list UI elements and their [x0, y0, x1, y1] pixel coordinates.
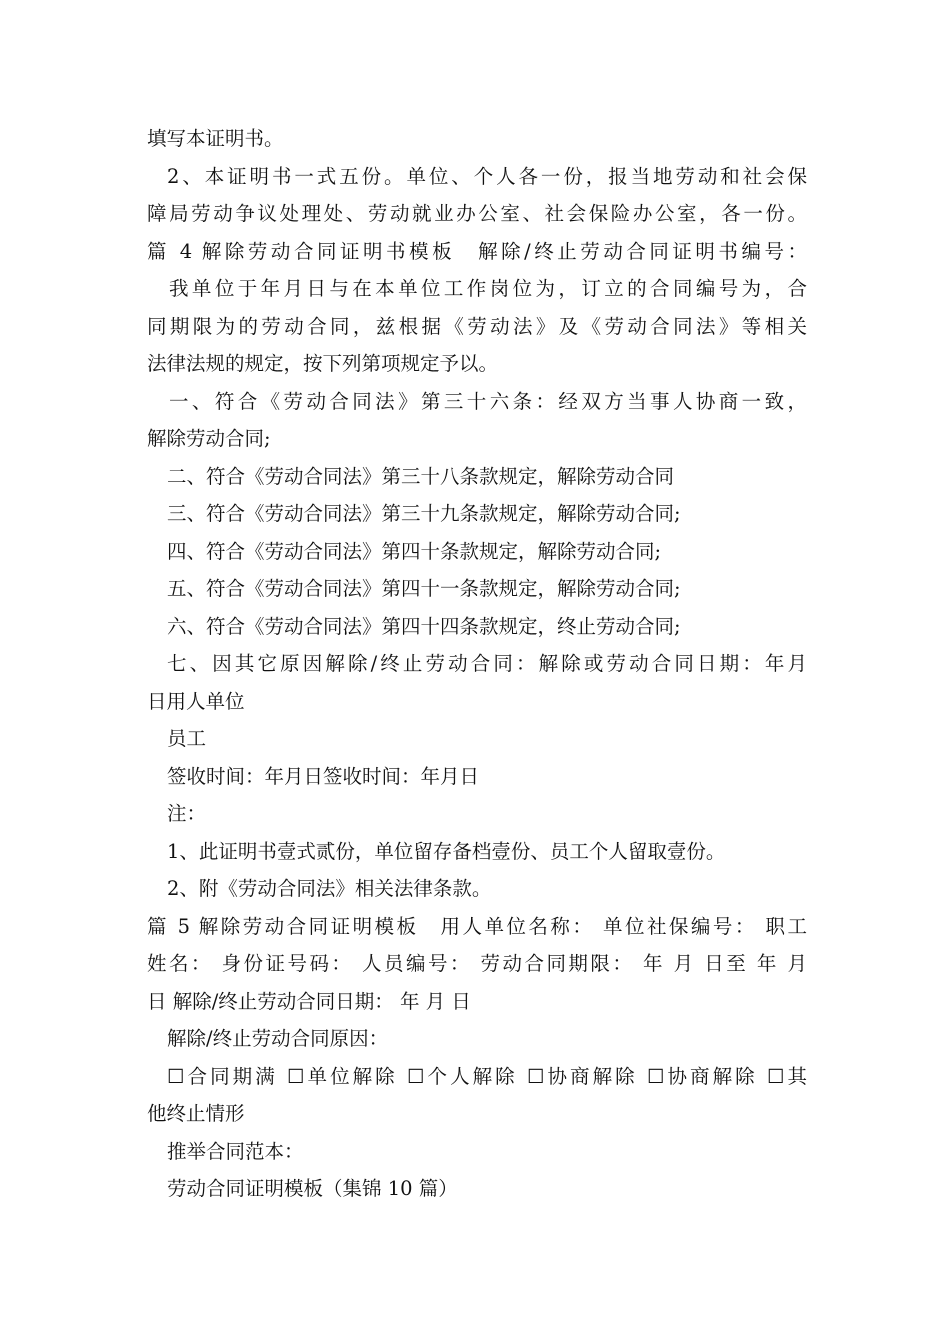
text-line: 他终止情形	[147, 1102, 245, 1125]
section-heading: 篇 4 解除劳动合同证明书模板 解除/终止劳动合同证明书编号：	[147, 239, 807, 263]
list-item: 五、符合《劳动合同法》第四十一条款规定，解除劳动合同;	[167, 577, 681, 600]
checkbox-line: ☐合同期满 ☐单位解除 ☐个人解除 ☐协商解除 ☐协商解除 ☐其	[167, 1064, 807, 1088]
list-item: 1、此证明书壹式贰份，单位留存备档壹份、员工个人留取壹份。	[167, 839, 726, 863]
text-line: 日 解除/终止劳动合同日期： 年 月 日	[147, 989, 471, 1013]
text-line: 签收时间：年月日签收时间：年月日	[167, 764, 480, 788]
text-line: 员工	[167, 727, 207, 750]
document-body	[147, 120, 807, 1208]
list-item: 2、附《劳动合同法》相关法律条款。	[167, 877, 492, 900]
text-line: 劳动合同证明模板（集锦 10 篇）	[167, 1177, 458, 1200]
list-item: 四、符合《劳动合同法》第四十条款规定，解除劳动合同;	[167, 539, 662, 563]
text-line: 我单位于年月日与在本单位工作岗位为，订立的合同编号为，合	[169, 277, 807, 300]
text-line: 法律法规的规定，按下列第项规定予以。	[147, 352, 499, 375]
text-line: 注：	[167, 802, 207, 825]
list-item: 二、符合《劳动合同法》第三十八条款规定，解除劳动合同	[167, 464, 675, 488]
section-heading: 篇 5 解除劳动合同证明模板 用人单位名称： 单位社保编号： 职工	[147, 914, 807, 938]
text-line: 日用人单位	[147, 689, 245, 713]
text-line: 2、本证明书一式五份。单位、个人各一份，报当地劳动和社会保	[167, 164, 807, 188]
text-line: 同期限为的劳动合同，兹根据《劳动法》及《劳动合同法》等相关	[147, 314, 807, 338]
text-line: 障局劳动争议处理处、劳动就业办公室、社会保险办公室，各一份。	[147, 202, 807, 225]
text-line: 填写本证明书。	[147, 127, 284, 150]
text-line: 解除劳动合同;	[147, 427, 271, 450]
list-item: 三、符合《劳动合同法》第三十九条款规定，解除劳动合同;	[167, 502, 681, 525]
list-item: 六、符合《劳动合同法》第四十四条款规定，终止劳动合同;	[167, 614, 681, 638]
text-line: 姓名： 身份证号码： 人员编号： 劳动合同期限： 年 月 日至 年 月	[147, 952, 807, 975]
text-line: 推举合同范本：	[167, 1139, 304, 1163]
text-line: 解除/终止劳动合同原因：	[167, 1027, 389, 1050]
list-item: 七、因其它原因解除/终止劳动合同：解除或劳动合同日期：年月	[167, 652, 807, 675]
text-line: 一、符合《劳动合同法》第三十六条：经双方当事人协商一致，	[169, 389, 807, 413]
